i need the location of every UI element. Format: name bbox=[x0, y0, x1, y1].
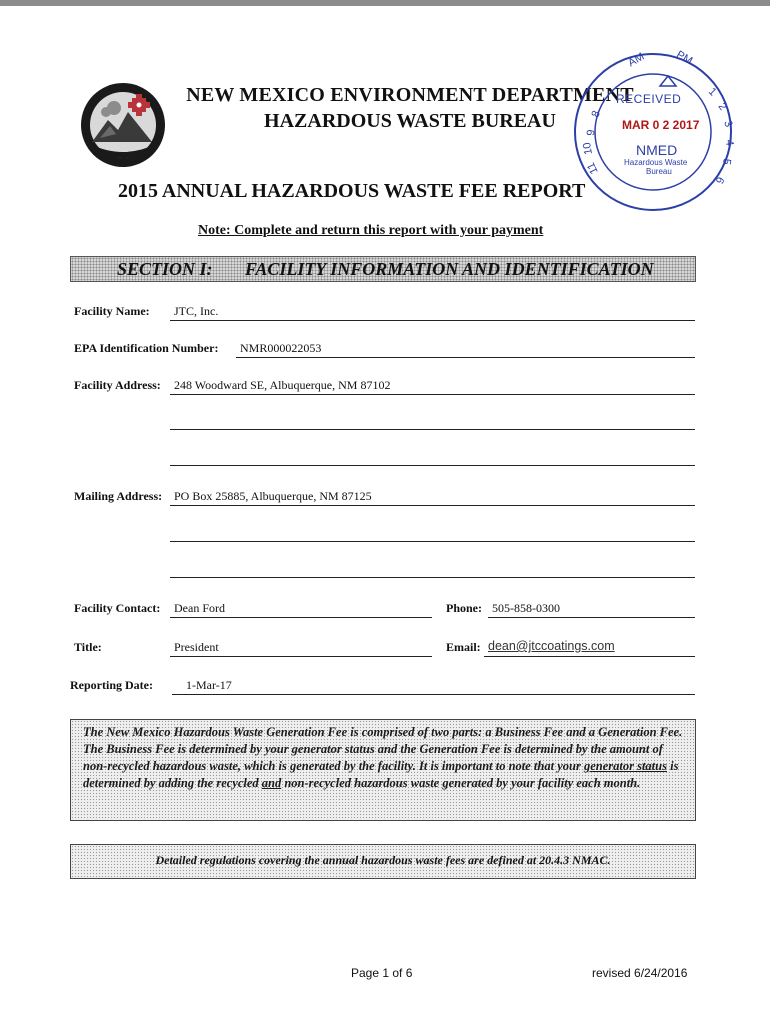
mailing-address-label: Mailing Address: bbox=[74, 489, 163, 503]
mailing-address-value: PO Box 25885, Albuquerque, NM 87125 bbox=[174, 489, 372, 503]
title-label: Title: bbox=[74, 640, 102, 654]
facility-name-value: JTC, Inc. bbox=[174, 304, 219, 318]
facility-address-value: 248 Woodward SE, Albuquerque, NM 87102 bbox=[174, 378, 391, 392]
phone-value: 505-858-0300 bbox=[492, 601, 560, 615]
facility-name-line bbox=[170, 320, 695, 321]
facility-address-line-1 bbox=[170, 394, 695, 395]
mailing-address-line-1 bbox=[170, 505, 695, 506]
section-1-bar bbox=[70, 256, 696, 282]
svg-text:10: 10 bbox=[581, 141, 595, 156]
received-stamp bbox=[568, 48, 738, 216]
title-line bbox=[170, 656, 432, 657]
svg-text:5: 5 bbox=[719, 157, 733, 166]
stamp-am: AM bbox=[626, 50, 647, 70]
svg-text:4: 4 bbox=[723, 139, 736, 147]
email-link[interactable]: dean@jtccoatings.com bbox=[488, 639, 615, 653]
svg-text:6: 6 bbox=[712, 174, 727, 186]
epa-id-label: EPA Identification Number: bbox=[74, 341, 219, 355]
svg-text:2: 2 bbox=[715, 100, 729, 113]
facility-name-label: Facility Name: bbox=[74, 304, 150, 318]
email-label: Email: bbox=[446, 640, 481, 654]
facility-address-line-3 bbox=[170, 465, 695, 466]
facility-contact-label: Facility Contact: bbox=[74, 601, 161, 615]
revision-date: revised 6/24/2016 bbox=[592, 966, 688, 980]
facility-contact-value: Dean Ford bbox=[174, 601, 225, 615]
svg-text:8: 8 bbox=[589, 109, 603, 120]
phone-line bbox=[488, 617, 695, 618]
stamp-received: RECEIVED bbox=[616, 92, 682, 106]
epa-id-value: NMR000022053 bbox=[240, 341, 322, 355]
facility-address-label: Facility Address: bbox=[74, 378, 161, 392]
scan-top-edge bbox=[0, 0, 770, 6]
svg-text:9: 9 bbox=[585, 129, 598, 137]
fee-info-text: The New Mexico Hazardous Waste Generation Fee is comprised of two parts: a Business Fee and a Generation Fee. The Business Fee is determined by your generator status and the Generation Fee is determined by the amount of non-recycled hazardous waste, which is generated by the facility. It is important to note that your generator status is determined by adding the recycled and non-recycled hazardous waste generated by your facility each month. bbox=[83, 725, 683, 790]
stamp-sub1: Hazardous Waste bbox=[624, 158, 688, 167]
reporting-date-label: Reporting Date: bbox=[70, 678, 153, 692]
regulations-box bbox=[70, 844, 696, 879]
section-1-label: SECTION I: bbox=[117, 259, 213, 279]
generator-status-text: generator status bbox=[583, 759, 667, 773]
reporting-date-value: 1-Mar-17 bbox=[186, 678, 232, 692]
svg-text:1: 1 bbox=[705, 85, 719, 99]
department-heading: NEW MEXICO ENVIRONMENT DEPARTMENT bbox=[186, 84, 634, 106]
stamp-org: NMED bbox=[636, 142, 678, 158]
svg-text:3: 3 bbox=[721, 118, 735, 129]
facility-address-line-2 bbox=[170, 429, 695, 430]
payment-note: Note: Complete and return this report with your payment bbox=[198, 223, 544, 238]
reporting-date-line bbox=[172, 694, 695, 695]
title-value: President bbox=[174, 640, 219, 654]
epa-id-line bbox=[236, 357, 695, 358]
facility-contact-line bbox=[170, 617, 432, 618]
and-emphasis: and bbox=[261, 776, 282, 790]
stamp-pm: PM bbox=[674, 48, 695, 68]
regulations-text: Detailed regulations covering the annual hazardous waste fees are defined at 20.4.3 NMAC. bbox=[155, 853, 611, 867]
section-1-title: FACILITY INFORMATION AND IDENTIFICATION bbox=[245, 259, 654, 279]
svg-text:11: 11 bbox=[585, 160, 601, 176]
page-number: Page 1 of 6 bbox=[351, 966, 413, 980]
report-title: 2015 ANNUAL HAZARDOUS WASTE FEE REPORT bbox=[118, 180, 586, 202]
stamp-sub2: Bureau bbox=[646, 167, 672, 176]
email-line bbox=[484, 656, 695, 657]
fee-info-box bbox=[70, 719, 696, 821]
phone-label: Phone: bbox=[446, 601, 482, 615]
bureau-heading: HAZARDOUS WASTE BUREAU bbox=[264, 110, 556, 132]
mailing-address-line-3 bbox=[170, 577, 695, 578]
stamp-date: MAR 0 2 2017 bbox=[622, 118, 700, 132]
mailing-address-line-2 bbox=[170, 541, 695, 542]
